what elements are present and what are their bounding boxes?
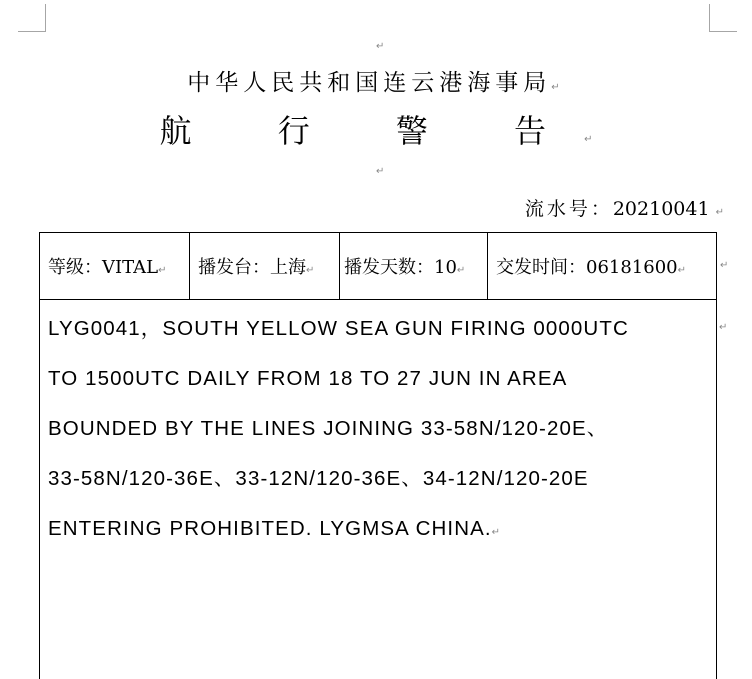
crop-mark-left-vertical: [45, 4, 46, 31]
cell-mark-icon: ↵: [306, 265, 315, 276]
warning-line: BOUNDED BY THE LINES JOINING 33-58N/120-20E、: [48, 417, 609, 440]
issuer-title: 中华人民共和国连云港海事局↵: [187, 70, 565, 96]
document-type-title: 航 行 警 告↵: [159, 112, 593, 150]
crop-mark-right-horizontal: [709, 31, 737, 32]
cell-mark-icon: ↵: [158, 265, 167, 276]
paragraph-mark-icon: ↵: [715, 207, 724, 218]
grade-cell: 等级：VITAL↵: [40, 233, 190, 300]
crop-mark-left-horizontal: [18, 31, 46, 32]
info-table-row: [40, 233, 717, 300]
warning-line: TO 1500UTC DAILY FROM 18 TO 27 JUN IN AREA: [48, 367, 568, 390]
info-table: [39, 232, 717, 300]
row-end-mark-icon: ↵: [720, 260, 729, 271]
cell-mark-icon: ↵: [456, 265, 466, 276]
serial-number: [525, 196, 724, 226]
broadcast-days-cell: 播发天数：10↵: [340, 233, 488, 300]
paragraph-mark-icon: ↵: [376, 41, 385, 52]
serial-label: 流水号：: [524, 198, 613, 220]
warning-line: LYG0041，SOUTH YELLOW SEA GUN FIRING 0000UTC: [48, 317, 629, 340]
warning-line: ENTERING PROHIBITED. LYGMSA CHINA.↵: [48, 517, 502, 540]
paragraph-mark-icon: ↵: [584, 134, 593, 145]
station-cell: 播发台：上海↵: [190, 233, 340, 300]
paragraph-mark-icon: ↵: [376, 166, 385, 177]
warning-body-text: [48, 304, 728, 558]
paragraph-mark-icon: ↵: [491, 527, 502, 538]
row-end-mark-icon: ↵: [719, 322, 728, 333]
cell-mark-icon: ↵: [677, 265, 687, 276]
paragraph-mark-icon: ↵: [551, 82, 565, 93]
issue-time-cell: 交发时间：06181600↵: [488, 233, 717, 300]
crop-mark-right-vertical: [709, 4, 710, 31]
serial-value: 20210041: [612, 198, 710, 220]
warning-line: 33-58N/120-36E、33-12N/120-36E、34-12N/120-20E: [48, 467, 589, 490]
